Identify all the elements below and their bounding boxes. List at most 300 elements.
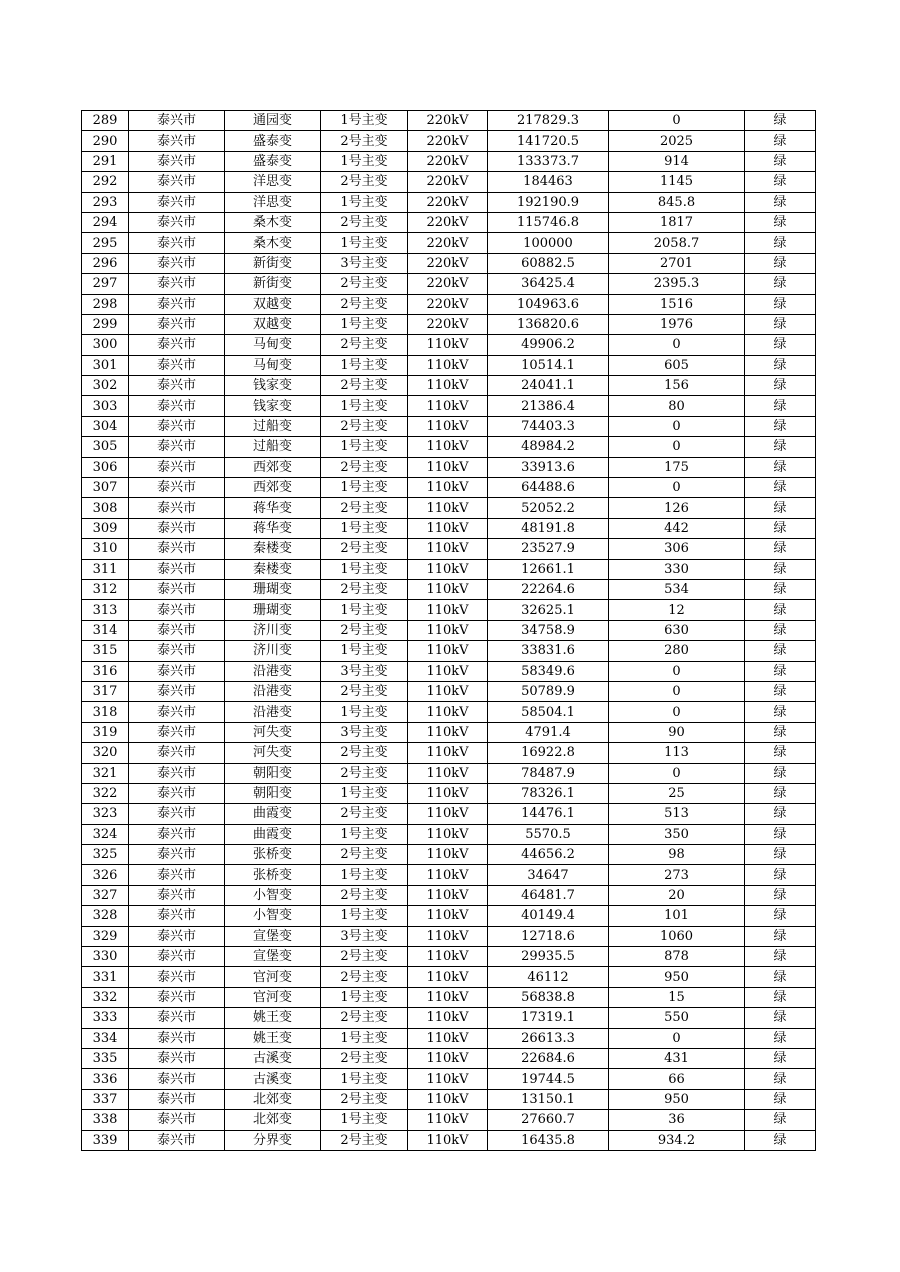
- capacity-cell: 32625.1: [488, 600, 609, 620]
- row-number: 304: [82, 416, 129, 436]
- capacity-cell: 29935.5: [488, 947, 609, 967]
- table-row: [82, 702, 816, 722]
- value-cell: 550: [609, 1008, 745, 1028]
- status-cell: 绿: [745, 151, 816, 171]
- transformer-cell: 1号主变: [321, 987, 408, 1007]
- capacity-cell: 19744.5: [488, 1069, 609, 1089]
- capacity-cell: 48191.8: [488, 518, 609, 538]
- value-cell: 175: [609, 457, 745, 477]
- status-cell: 绿: [745, 1028, 816, 1048]
- table-row: [82, 294, 816, 314]
- value-cell: 630: [609, 620, 745, 640]
- status-cell: 绿: [745, 1089, 816, 1109]
- value-cell: 126: [609, 498, 745, 518]
- city-cell: 泰兴市: [129, 804, 225, 824]
- city-cell: 泰兴市: [129, 824, 225, 844]
- substation-cell: 济川变: [225, 641, 321, 661]
- table-row: [82, 967, 816, 987]
- voltage-cell: 110kV: [408, 355, 488, 375]
- transformer-cell: 3号主变: [321, 661, 408, 681]
- transformer-cell: 2号主变: [321, 947, 408, 967]
- capacity-cell: 10514.1: [488, 355, 609, 375]
- capacity-cell: 44656.2: [488, 845, 609, 865]
- value-cell: 20: [609, 885, 745, 905]
- substation-cell: 洋思变: [225, 172, 321, 192]
- substation-cell: 济川变: [225, 620, 321, 640]
- value-cell: 156: [609, 376, 745, 396]
- row-number: 333: [82, 1008, 129, 1028]
- voltage-cell: 110kV: [408, 783, 488, 803]
- city-cell: 泰兴市: [129, 437, 225, 457]
- row-number: 331: [82, 967, 129, 987]
- status-cell: 绿: [745, 376, 816, 396]
- row-number: 316: [82, 661, 129, 681]
- status-cell: 绿: [745, 314, 816, 334]
- table-row: [82, 192, 816, 212]
- value-cell: 0: [609, 111, 745, 131]
- status-cell: 绿: [745, 641, 816, 661]
- transformer-cell: 1号主变: [321, 702, 408, 722]
- status-cell: 绿: [745, 253, 816, 273]
- table-row: [82, 559, 816, 579]
- table-row: [82, 661, 816, 681]
- table-row: [82, 804, 816, 824]
- transformer-cell: 1号主变: [321, 355, 408, 375]
- city-cell: 泰兴市: [129, 274, 225, 294]
- status-cell: 绿: [745, 987, 816, 1007]
- transformer-cell: 1号主变: [321, 600, 408, 620]
- value-cell: 950: [609, 967, 745, 987]
- status-cell: 绿: [745, 681, 816, 701]
- substation-cell: 小智变: [225, 885, 321, 905]
- voltage-cell: 110kV: [408, 1110, 488, 1130]
- substation-cell: 河失变: [225, 722, 321, 742]
- voltage-cell: 220kV: [408, 192, 488, 212]
- table-row: [82, 579, 816, 599]
- substation-cell: 桑木变: [225, 212, 321, 232]
- capacity-cell: 17319.1: [488, 1008, 609, 1028]
- transformer-cell: 2号主变: [321, 498, 408, 518]
- city-cell: 泰兴市: [129, 681, 225, 701]
- row-number: 335: [82, 1048, 129, 1068]
- table-row: [82, 885, 816, 905]
- voltage-cell: 110kV: [408, 865, 488, 885]
- row-number: 327: [82, 885, 129, 905]
- transformer-cell: 1号主变: [321, 906, 408, 926]
- substation-cell: 双越变: [225, 294, 321, 314]
- transformer-cell: 2号主变: [321, 885, 408, 905]
- value-cell: 950: [609, 1089, 745, 1109]
- voltage-cell: 110kV: [408, 906, 488, 926]
- status-cell: 绿: [745, 824, 816, 844]
- transformer-cell: 2号主变: [321, 804, 408, 824]
- status-cell: 绿: [745, 845, 816, 865]
- table-row: [82, 824, 816, 844]
- voltage-cell: 110kV: [408, 722, 488, 742]
- capacity-cell: 115746.8: [488, 212, 609, 232]
- table-row: [82, 947, 816, 967]
- voltage-cell: 220kV: [408, 233, 488, 253]
- city-cell: 泰兴市: [129, 314, 225, 334]
- transformer-cell: 2号主变: [321, 131, 408, 151]
- table-row: [82, 335, 816, 355]
- table-row: [82, 396, 816, 416]
- value-cell: 1145: [609, 172, 745, 192]
- value-cell: 605: [609, 355, 745, 375]
- value-cell: 0: [609, 478, 745, 498]
- capacity-cell: 5570.5: [488, 824, 609, 844]
- transformer-cell: 1号主变: [321, 824, 408, 844]
- table-row: [82, 376, 816, 396]
- table-row: [82, 641, 816, 661]
- status-cell: 绿: [745, 559, 816, 579]
- table-row: [82, 906, 816, 926]
- row-number: 338: [82, 1110, 129, 1130]
- capacity-cell: 48984.2: [488, 437, 609, 457]
- transformer-cell: 1号主变: [321, 478, 408, 498]
- city-cell: 泰兴市: [129, 172, 225, 192]
- transformer-cell: 2号主变: [321, 376, 408, 396]
- status-cell: 绿: [745, 1008, 816, 1028]
- city-cell: 泰兴市: [129, 518, 225, 538]
- status-cell: 绿: [745, 906, 816, 926]
- city-cell: 泰兴市: [129, 335, 225, 355]
- status-cell: 绿: [745, 1069, 816, 1089]
- substation-cell: 洋思变: [225, 192, 321, 212]
- table-row: [82, 478, 816, 498]
- value-cell: 330: [609, 559, 745, 579]
- capacity-cell: 74403.3: [488, 416, 609, 436]
- substation-cell: 桑木变: [225, 233, 321, 253]
- value-cell: 2025: [609, 131, 745, 151]
- capacity-cell: 100000: [488, 233, 609, 253]
- substation-cell: 河失变: [225, 743, 321, 763]
- status-cell: 绿: [745, 416, 816, 436]
- row-number: 319: [82, 722, 129, 742]
- table-row: [82, 131, 816, 151]
- status-cell: 绿: [745, 457, 816, 477]
- voltage-cell: 110kV: [408, 539, 488, 559]
- table-row: [82, 681, 816, 701]
- substation-cell: 沿港变: [225, 681, 321, 701]
- substation-cell: 盛泰变: [225, 131, 321, 151]
- city-cell: 泰兴市: [129, 233, 225, 253]
- value-cell: 0: [609, 437, 745, 457]
- voltage-cell: 110kV: [408, 804, 488, 824]
- table-row: [82, 1110, 816, 1130]
- city-cell: 泰兴市: [129, 600, 225, 620]
- transformer-cell: 2号主变: [321, 1089, 408, 1109]
- row-number: 289: [82, 111, 129, 131]
- city-cell: 泰兴市: [129, 151, 225, 171]
- substation-cell: 通园变: [225, 111, 321, 131]
- table-row: [82, 416, 816, 436]
- row-number: 329: [82, 926, 129, 946]
- table-row: [82, 743, 816, 763]
- table-row: [82, 722, 816, 742]
- voltage-cell: 220kV: [408, 172, 488, 192]
- transformer-cell: 2号主变: [321, 539, 408, 559]
- voltage-cell: 220kV: [408, 111, 488, 131]
- row-number: 302: [82, 376, 129, 396]
- capacity-cell: 33913.6: [488, 457, 609, 477]
- city-cell: 泰兴市: [129, 783, 225, 803]
- transformer-cell: 2号主变: [321, 335, 408, 355]
- voltage-cell: 110kV: [408, 396, 488, 416]
- status-cell: 绿: [745, 335, 816, 355]
- row-number: 313: [82, 600, 129, 620]
- transformer-cell: 2号主变: [321, 172, 408, 192]
- status-cell: 绿: [745, 437, 816, 457]
- city-cell: 泰兴市: [129, 579, 225, 599]
- capacity-cell: 33831.6: [488, 641, 609, 661]
- substation-cell: 过船变: [225, 416, 321, 436]
- substation-cell: 宣堡变: [225, 926, 321, 946]
- substation-cell: 姚王变: [225, 1008, 321, 1028]
- voltage-cell: 220kV: [408, 212, 488, 232]
- value-cell: 306: [609, 539, 745, 559]
- transformer-cell: 1号主变: [321, 192, 408, 212]
- row-number: 306: [82, 457, 129, 477]
- substation-cell: 朝阳变: [225, 763, 321, 783]
- voltage-cell: 110kV: [408, 518, 488, 538]
- value-cell: 2058.7: [609, 233, 745, 253]
- substation-cell: 沿港变: [225, 702, 321, 722]
- capacity-cell: 64488.6: [488, 478, 609, 498]
- city-cell: 泰兴市: [129, 1008, 225, 1028]
- table-row: [82, 987, 816, 1007]
- capacity-cell: 4791.4: [488, 722, 609, 742]
- city-cell: 泰兴市: [129, 376, 225, 396]
- substation-cell: 珊瑚变: [225, 579, 321, 599]
- city-cell: 泰兴市: [129, 1069, 225, 1089]
- table-row: [82, 151, 816, 171]
- table-row: [82, 1008, 816, 1028]
- row-number: 339: [82, 1130, 129, 1150]
- transformer-cell: 1号主变: [321, 518, 408, 538]
- capacity-cell: 60882.5: [488, 253, 609, 273]
- capacity-cell: 46112: [488, 967, 609, 987]
- voltage-cell: 110kV: [408, 947, 488, 967]
- row-number: 334: [82, 1028, 129, 1048]
- capacity-cell: 50789.9: [488, 681, 609, 701]
- value-cell: 845.8: [609, 192, 745, 212]
- city-cell: 泰兴市: [129, 253, 225, 273]
- value-cell: 25: [609, 783, 745, 803]
- voltage-cell: 110kV: [408, 1089, 488, 1109]
- status-cell: 绿: [745, 722, 816, 742]
- capacity-cell: 34647: [488, 865, 609, 885]
- capacity-cell: 26613.3: [488, 1028, 609, 1048]
- city-cell: 泰兴市: [129, 478, 225, 498]
- capacity-cell: 52052.2: [488, 498, 609, 518]
- substation-cell: 官河变: [225, 967, 321, 987]
- city-cell: 泰兴市: [129, 355, 225, 375]
- transformer-cell: 1号主变: [321, 641, 408, 661]
- substation-table: [81, 110, 816, 1151]
- city-cell: 泰兴市: [129, 763, 225, 783]
- substation-cell: 过船变: [225, 437, 321, 457]
- substation-cell: 蒋华变: [225, 498, 321, 518]
- substation-cell: 马甸变: [225, 355, 321, 375]
- status-cell: 绿: [745, 947, 816, 967]
- status-cell: 绿: [745, 1048, 816, 1068]
- substation-cell: 官河变: [225, 987, 321, 1007]
- capacity-cell: 78487.9: [488, 763, 609, 783]
- status-cell: 绿: [745, 192, 816, 212]
- transformer-cell: 2号主变: [321, 1130, 408, 1150]
- city-cell: 泰兴市: [129, 1110, 225, 1130]
- value-cell: 113: [609, 743, 745, 763]
- city-cell: 泰兴市: [129, 1028, 225, 1048]
- substation-cell: 秦楼变: [225, 559, 321, 579]
- voltage-cell: 220kV: [408, 253, 488, 273]
- substation-cell: 盛泰变: [225, 151, 321, 171]
- row-number: 309: [82, 518, 129, 538]
- substation-cell: 珊瑚变: [225, 600, 321, 620]
- substation-cell: 北郊变: [225, 1089, 321, 1109]
- row-number: 321: [82, 763, 129, 783]
- city-cell: 泰兴市: [129, 1130, 225, 1150]
- voltage-cell: 110kV: [408, 845, 488, 865]
- substation-cell: 古溪变: [225, 1069, 321, 1089]
- status-cell: 绿: [745, 804, 816, 824]
- status-cell: 绿: [745, 865, 816, 885]
- row-number: 299: [82, 314, 129, 334]
- capacity-cell: 22684.6: [488, 1048, 609, 1068]
- substation-cell: 张桥变: [225, 865, 321, 885]
- voltage-cell: 110kV: [408, 641, 488, 661]
- substation-cell: 钱家变: [225, 376, 321, 396]
- city-cell: 泰兴市: [129, 111, 225, 131]
- row-number: 301: [82, 355, 129, 375]
- value-cell: 36: [609, 1110, 745, 1130]
- city-cell: 泰兴市: [129, 294, 225, 314]
- row-number: 317: [82, 681, 129, 701]
- value-cell: 0: [609, 681, 745, 701]
- value-cell: 0: [609, 335, 745, 355]
- capacity-cell: 16922.8: [488, 743, 609, 763]
- voltage-cell: 110kV: [408, 926, 488, 946]
- value-cell: 101: [609, 906, 745, 926]
- voltage-cell: 110kV: [408, 987, 488, 1007]
- city-cell: 泰兴市: [129, 1048, 225, 1068]
- row-number: 320: [82, 743, 129, 763]
- capacity-cell: 14476.1: [488, 804, 609, 824]
- voltage-cell: 110kV: [408, 885, 488, 905]
- row-number: 326: [82, 865, 129, 885]
- substation-cell: 西郊变: [225, 478, 321, 498]
- row-number: 296: [82, 253, 129, 273]
- substation-cell: 蒋华变: [225, 518, 321, 538]
- status-cell: 绿: [745, 967, 816, 987]
- table-row: [82, 783, 816, 803]
- table-row: [82, 457, 816, 477]
- city-cell: 泰兴市: [129, 987, 225, 1007]
- city-cell: 泰兴市: [129, 620, 225, 640]
- voltage-cell: 110kV: [408, 579, 488, 599]
- table-body: [82, 111, 816, 1151]
- city-cell: 泰兴市: [129, 416, 225, 436]
- table-row: [82, 212, 816, 232]
- voltage-cell: 110kV: [408, 661, 488, 681]
- capacity-cell: 49906.2: [488, 335, 609, 355]
- row-number: 330: [82, 947, 129, 967]
- voltage-cell: 220kV: [408, 131, 488, 151]
- status-cell: 绿: [745, 620, 816, 640]
- transformer-cell: 2号主变: [321, 845, 408, 865]
- status-cell: 绿: [745, 783, 816, 803]
- status-cell: 绿: [745, 539, 816, 559]
- table-row: [82, 253, 816, 273]
- substation-cell: 姚王变: [225, 1028, 321, 1048]
- city-cell: 泰兴市: [129, 845, 225, 865]
- substation-cell: 曲霞变: [225, 824, 321, 844]
- substation-cell: 宣堡变: [225, 947, 321, 967]
- value-cell: 350: [609, 824, 745, 844]
- status-cell: 绿: [745, 600, 816, 620]
- capacity-cell: 16435.8: [488, 1130, 609, 1150]
- voltage-cell: 110kV: [408, 457, 488, 477]
- substation-cell: 新街变: [225, 253, 321, 273]
- transformer-cell: 2号主变: [321, 294, 408, 314]
- value-cell: 934.2: [609, 1130, 745, 1150]
- row-number: 324: [82, 824, 129, 844]
- value-cell: 98: [609, 845, 745, 865]
- table-row: [82, 498, 816, 518]
- capacity-cell: 12661.1: [488, 559, 609, 579]
- substation-cell: 分界变: [225, 1130, 321, 1150]
- substation-cell: 北郊变: [225, 1110, 321, 1130]
- value-cell: 15: [609, 987, 745, 1007]
- substation-cell: 张桥变: [225, 845, 321, 865]
- value-cell: 66: [609, 1069, 745, 1089]
- voltage-cell: 110kV: [408, 824, 488, 844]
- transformer-cell: 1号主变: [321, 865, 408, 885]
- status-cell: 绿: [745, 294, 816, 314]
- transformer-cell: 1号主变: [321, 111, 408, 131]
- city-cell: 泰兴市: [129, 539, 225, 559]
- row-number: 292: [82, 172, 129, 192]
- city-cell: 泰兴市: [129, 498, 225, 518]
- row-number: 300: [82, 335, 129, 355]
- row-number: 323: [82, 804, 129, 824]
- table-row: [82, 539, 816, 559]
- transformer-cell: 1号主变: [321, 1028, 408, 1048]
- status-cell: 绿: [745, 518, 816, 538]
- row-number: 328: [82, 906, 129, 926]
- row-number: 311: [82, 559, 129, 579]
- transformer-cell: 3号主变: [321, 253, 408, 273]
- capacity-cell: 27660.7: [488, 1110, 609, 1130]
- table-row: [82, 1069, 816, 1089]
- table-row: [82, 865, 816, 885]
- transformer-cell: 2号主变: [321, 416, 408, 436]
- capacity-cell: 58349.6: [488, 661, 609, 681]
- capacity-cell: 21386.4: [488, 396, 609, 416]
- table-row: [82, 845, 816, 865]
- value-cell: 2701: [609, 253, 745, 273]
- row-number: 325: [82, 845, 129, 865]
- value-cell: 80: [609, 396, 745, 416]
- status-cell: 绿: [745, 926, 816, 946]
- transformer-cell: 2号主变: [321, 620, 408, 640]
- capacity-cell: 13150.1: [488, 1089, 609, 1109]
- city-cell: 泰兴市: [129, 865, 225, 885]
- status-cell: 绿: [745, 743, 816, 763]
- voltage-cell: 110kV: [408, 498, 488, 518]
- row-number: 332: [82, 987, 129, 1007]
